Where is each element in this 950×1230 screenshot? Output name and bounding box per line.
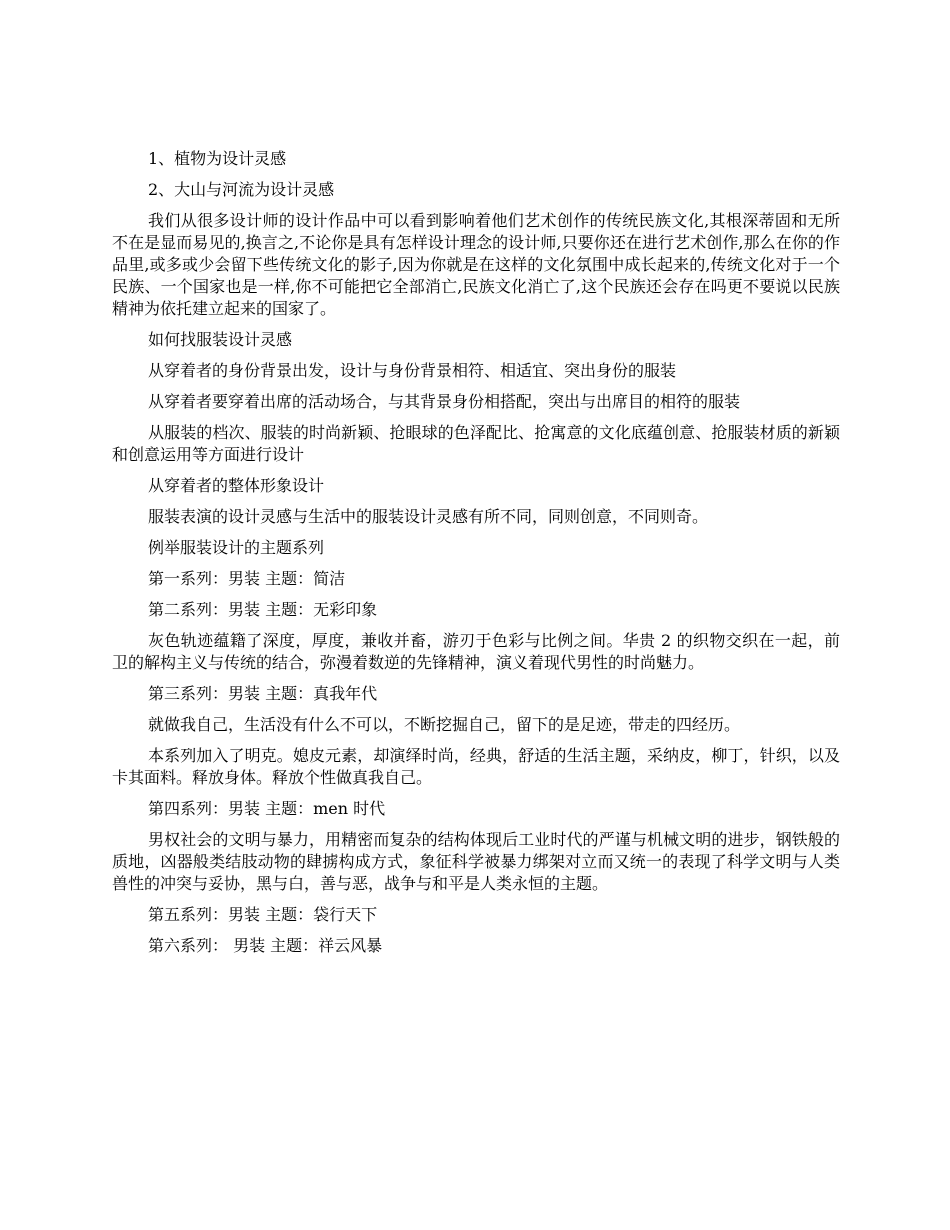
heading-mountains-rivers-inspiration: 2、大山与河流为设计灵感: [148, 180, 335, 199]
heading-how-to-find-inspiration: 如何找服装设计灵感: [148, 330, 293, 349]
heading-theme-series: 例举服装设计的主题系列: [148, 538, 325, 557]
paragraph-identity-background: 从穿着者的身份背景出发，设计与身份背景相符、相适宜、突出身份的服装: [148, 361, 677, 380]
paragraph-show-inspiration: 服装表演的设计灵感与生活中的服装设计灵感有所不同，同则创意，不同则奇。: [148, 507, 709, 526]
series-5: 第五系列：男装 主题：袋行天下: [148, 905, 378, 924]
series-4-description: 男权社会的文明与暴力，用精密而复杂的结构体现后工业时代的严谨与机械文明的进步，钢铁般的质地，凶器般类结肢动物的肆掳构成方式，象征科学被暴力绑架对立而又统一的表现了科学文明与人类兽性的冲突与妥协，黑与白，善与恶，战争与和平是人类永恒的主题。: [112, 830, 840, 893]
series-3-description-2: 本系列加入了明克。媳皮元素，却演绎时尚，经典，舒适的生活主题，采纳皮，柳丁，针织，以及卡其面料。释放身体。释放个性做真我自己。: [112, 746, 840, 787]
paragraph-traditional-culture: 我们从很多设计师的设计作品中可以看到影响着他们艺术创作的传统民族文化,其根深蒂固和无所不在是显而易见的,换言之,不论你是具有怎样设计理念的设计师,只要你还在进行艺术创作,那么在你的作品里,或多或少会留下些传统文化的影子,因为你就是在这样的文化氛围中成长起来的,传统文化对于一个民族、一个国家也是一样,你不可能把它全部消亡,民族文化消亡了,这个民族还会存在吗更不要说以民族精神为依托建立起来的国家了。: [112, 211, 840, 318]
document-page: [112, 148, 840, 966]
paragraph-occasion: 从穿着者要穿着出席的活动场合，与其背景身份相搭配，突出与出席目的相符的服装: [148, 392, 741, 411]
series-2-description: 灰色轨迹蕴籍了深度，厚度，兼收并畜，游刃于色彩与比例之间。华贵 2 的织物交织在一起，前卫的解构主义与传统的结合，弥漫着数逆的先锋精神，演义着现代男性的时尚魅力。: [112, 631, 840, 672]
series-4: 第四系列：男装 主题：men 时代: [148, 799, 386, 818]
series-2: 第二系列：男装 主题：无彩印象: [148, 600, 378, 619]
paragraph-overall-image: 从穿着者的整体形象设计: [148, 476, 325, 495]
paragraph-grade-and-materials: 从服装的档次、服装的时尚新颖、抢眼球的色泽配比、抢寓意的文化底蕴创意、抢服装材质的新颖和创意运用等方面进行设计: [112, 423, 840, 464]
series-1: 第一系列：男装 主题：简洁: [148, 569, 346, 588]
series-3: 第三系列：男装 主题：真我年代: [148, 684, 378, 703]
series-6: 第六系列： 男装 主题：祥云风暴: [148, 936, 383, 955]
heading-plants-inspiration: 1、植物为设计灵感: [148, 149, 287, 168]
series-3-description-1: 就做我自己，生活没有什么不可以，不断挖掘自己，留下的是足迹，带走的四经历。: [148, 715, 741, 734]
